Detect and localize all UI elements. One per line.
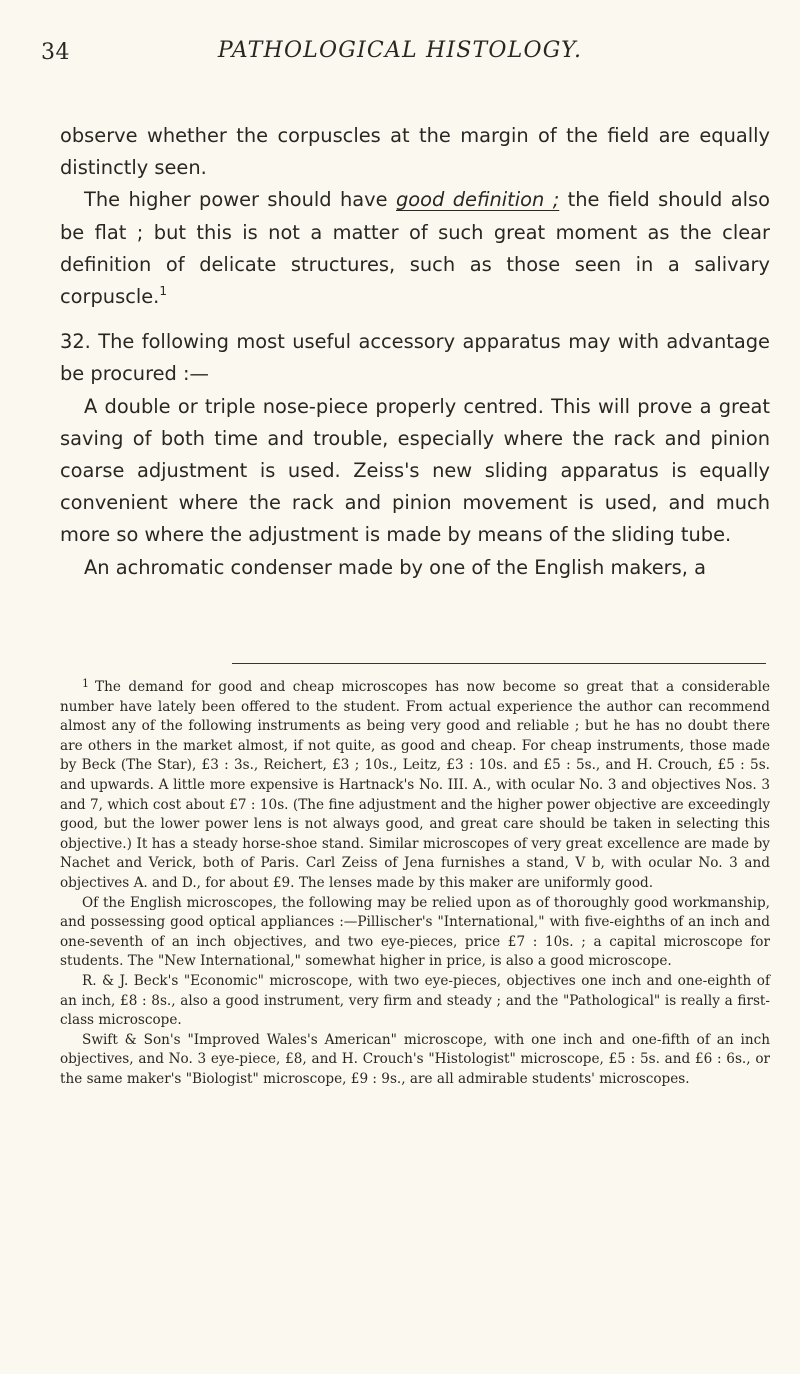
footnote-paragraph [60,678,770,894]
paragraph-continued: observe whether the corpuscles at the margin of the field are equally distinctly seen. [60,124,770,180]
section-32-heading: 32. The following most useful accessory apparatus may with advantage be procured :— [60,330,770,386]
footnote-marker: 1 [82,677,89,690]
footnote-divider [232,663,766,664]
main-text [60,120,770,584]
page-number: 34 [41,40,70,65]
footnote-block [60,678,770,1089]
footnote-reference: 1 [159,283,167,298]
paragraph-condenser: An achromatic condenser made by one of the English makers, a [84,555,706,579]
emphasis-good-definition: good definition ; [396,188,560,212]
footnote-paragraph: R. & J. Beck's "Economic" microscope, with two eye-pieces, objectives one inch and one-eighth of an inch, £8 : 8s., also a good instrument, very firm and steady ; and the "Pathological" is really a first-class microscope. [60,972,770,1029]
footnote-paragraph: Swift & Son's "Improved Wales's American" microscope, with one inch and one-fifth of an inch objectives, and No. 3 eye-piece, £8, and H. Crouch's "Histologist" microscope, £5 : 5s. and £6 : 6s., or the same maker's "Biologist" microscope, £9 : 9s., are all admirable students' microscopes. [60,1031,770,1087]
footnote-paragraph: Of the English microscopes, the following may be relied upon as of thoroughly good workmanship, and possessing good optical appliances :—Pillischer's "International," with five-eighths of an inch and one-seventh of an inch objectives, and two eye-pieces, price £7 : 10s. ; a capital microscope for students. The "New International," somewhat higher in price, is also a good microscope. [60,894,770,970]
paragraph-text: The higher power should have [84,188,396,212]
paragraph-nose-piece: A double or triple nose-piece properly centred. This will prove a great saving of both time and trouble, especially where the rack and pinion coarse adjustment is used. Zeiss's new sliding apparatus is equally convenient where the rack and pinion movement is used, and much more so where the adjustment is made by means of the sliding tube. [60,394,770,547]
running-title: PATHOLOGICAL HISTOLOGY. [217,38,583,63]
paragraph-text: the field should also be flat ; but this is not a matter of such great moment as the clear definition of delicate structures, such as those seen in a salivary corpuscle. [60,188,771,309]
footnote-text: The demand for good and cheap microscopes has now become so great that a considerable number have lately been offered to the student. From actual experience the author can recommend almost any of the following instruments as being very good and reliable ; but he has no doubt there are others in the market almost, if not quite, as good and cheap. For cheap instruments, those made by Beck (The Star), £3 : 3s., Reichert, £3 ; 10s., Leitz, £3 : 10s. and £5 : 5s., and H. Crouch, £5 : 5s. and upwards. A little more expensive is Hartnack's No. III. A., with ocular No. 3 and objectives Nos. 3 and 7, which cost about £7 : 10s. (The fine adjustment and the higher power objective are exceedingly good, but the lower power lens is not always good, and great care should be taken in selecting this objective.) It has a steady horse-shoe stand. Similar microscopes of very great excellence are made by Nachet and Verick, both of Paris. Carl Zeiss of Jena furnishes a stand, V b, with ocular No. 3 and objectives A. and D., for about £9. The lenses made by this maker are uniformly good. [60,679,770,891]
paragraph-higher-power [60,184,770,313]
